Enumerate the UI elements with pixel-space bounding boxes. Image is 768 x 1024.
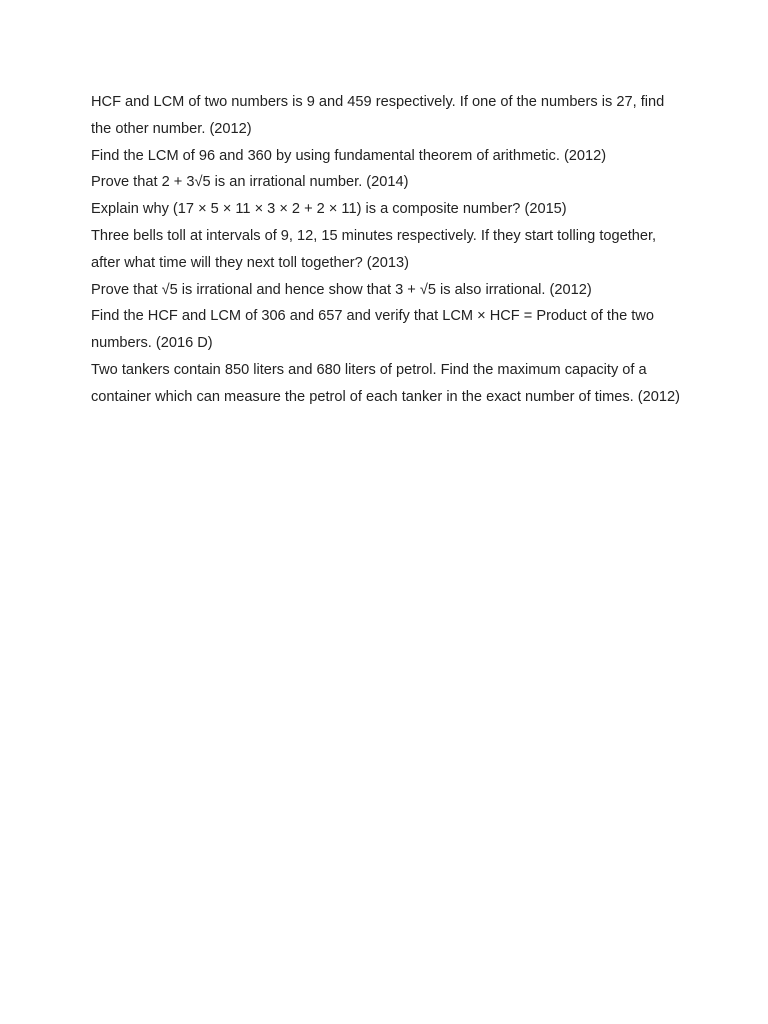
question-6: Prove that √5 is irrational and hence show that 3 + √5 is also irrational. (2012) — [91, 281, 592, 298]
question-8: Two tankers contain 850 liters and 680 liters of petrol. Find the maximum capacity of a container which can measure the petrol of each tanker in the exact number of times. (2012) — [91, 361, 680, 405]
question-5: Three bells toll at intervals of 9, 12, 15 minutes respectively. If they start tolling together, after what time will they next toll together? (2013) — [91, 227, 657, 271]
question-1: HCF and LCM of two numbers is 9 and 459 respectively. If one of the numbers is 27, find the other number. (2012) — [91, 94, 665, 137]
question-2: Find the LCM of 96 and 360 by using fundamental theorem of arithmetic. (2012) — [91, 147, 607, 164]
question-3: Prove that 2 + 3√5 is an irrational number. (2014) — [91, 174, 409, 191]
question-list — [91, 89, 683, 411]
question-4: Explain why (17 × 5 × 11 × 3 × 2 + 2 × 11) is a composite number? (2015) — [91, 201, 567, 218]
question-7: Find the HCF and LCM of 306 and 657 and verify that LCM × HCF = Product of the two numbers. (2016 D) — [91, 308, 654, 352]
